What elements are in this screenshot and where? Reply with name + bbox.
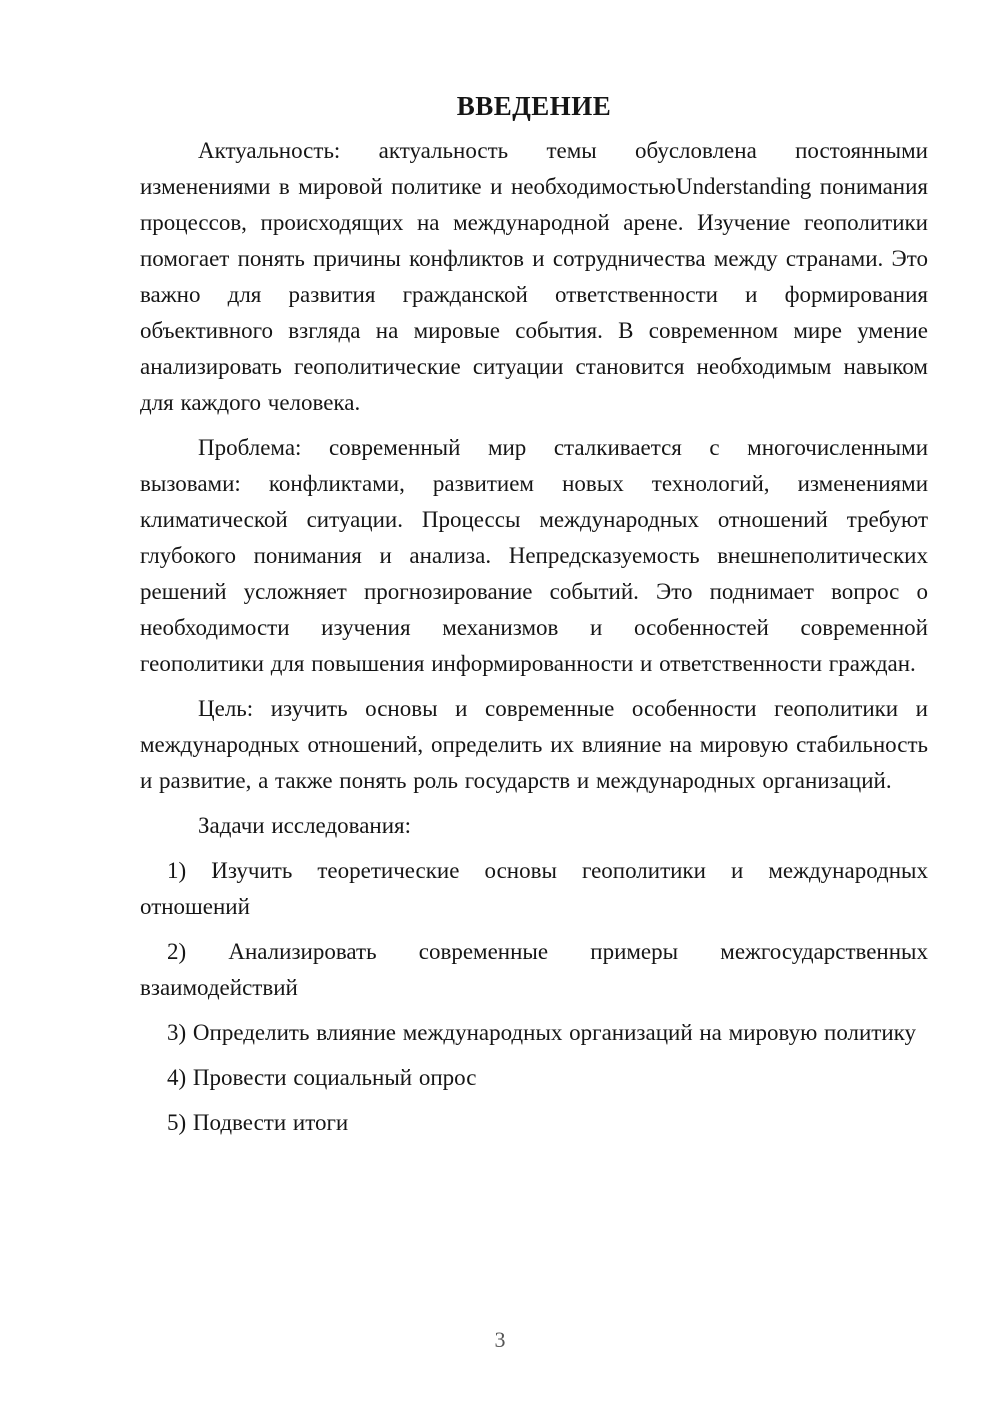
- task-item-1: 1) Изучить теоретические основы геополитики и международных отношений: [140, 858, 928, 919]
- page-title: ВВЕДЕНИЕ: [456, 91, 612, 121]
- document-content: [140, 88, 928, 1150]
- task-item-3: 3) Определить влияние международных организаций на мировую политику: [167, 1020, 917, 1045]
- tasks-heading: Задачи исследования:: [198, 813, 412, 838]
- task-item-5: 5) Подвести итоги: [167, 1110, 349, 1135]
- paragraph-goal: Цель: изучить основы и современные особенности геополитики и международных отношений, определить их влияние на мировую стабильность и развитие, а также понять роль государств и международных организаций.: [140, 696, 928, 793]
- page-number: 3: [494, 1327, 506, 1352]
- paragraph-relevance: Актуальность: актуальность темы обусловлена постоянными изменениями в мировой политике и необходимостьюUnderstanding понимания процессов, происходящих на международной арене. Изучение геополитики помогает понять причины конфликтов и сотрудничества между странами. Это важно для развития гражданской ответственности и формирования объективного взгляда на мировые события. В современном мире умение анализировать геополитические ситуации становится необходимым навыком для каждого человека.: [140, 138, 928, 415]
- task-item-2: 2) Анализировать современные примеры межгосударственных взаимодействий: [140, 939, 928, 1000]
- task-item-4: 4) Провести социальный опрос: [167, 1065, 477, 1090]
- paragraph-problem: Проблема: современный мир сталкивается с многочисленными вызовами: конфликтами, развитием новых технологий, изменениями климатической ситуации. Процессы международных отношений требуют глубокого понимания и анализа. Непредсказуемость внешнеполитических решений усложняет прогнозирование событий. Это поднимает вопрос о необходимости изучения механизмов и особенностей современной геополитики для повышения информированности и ответственности граждан.: [140, 435, 928, 676]
